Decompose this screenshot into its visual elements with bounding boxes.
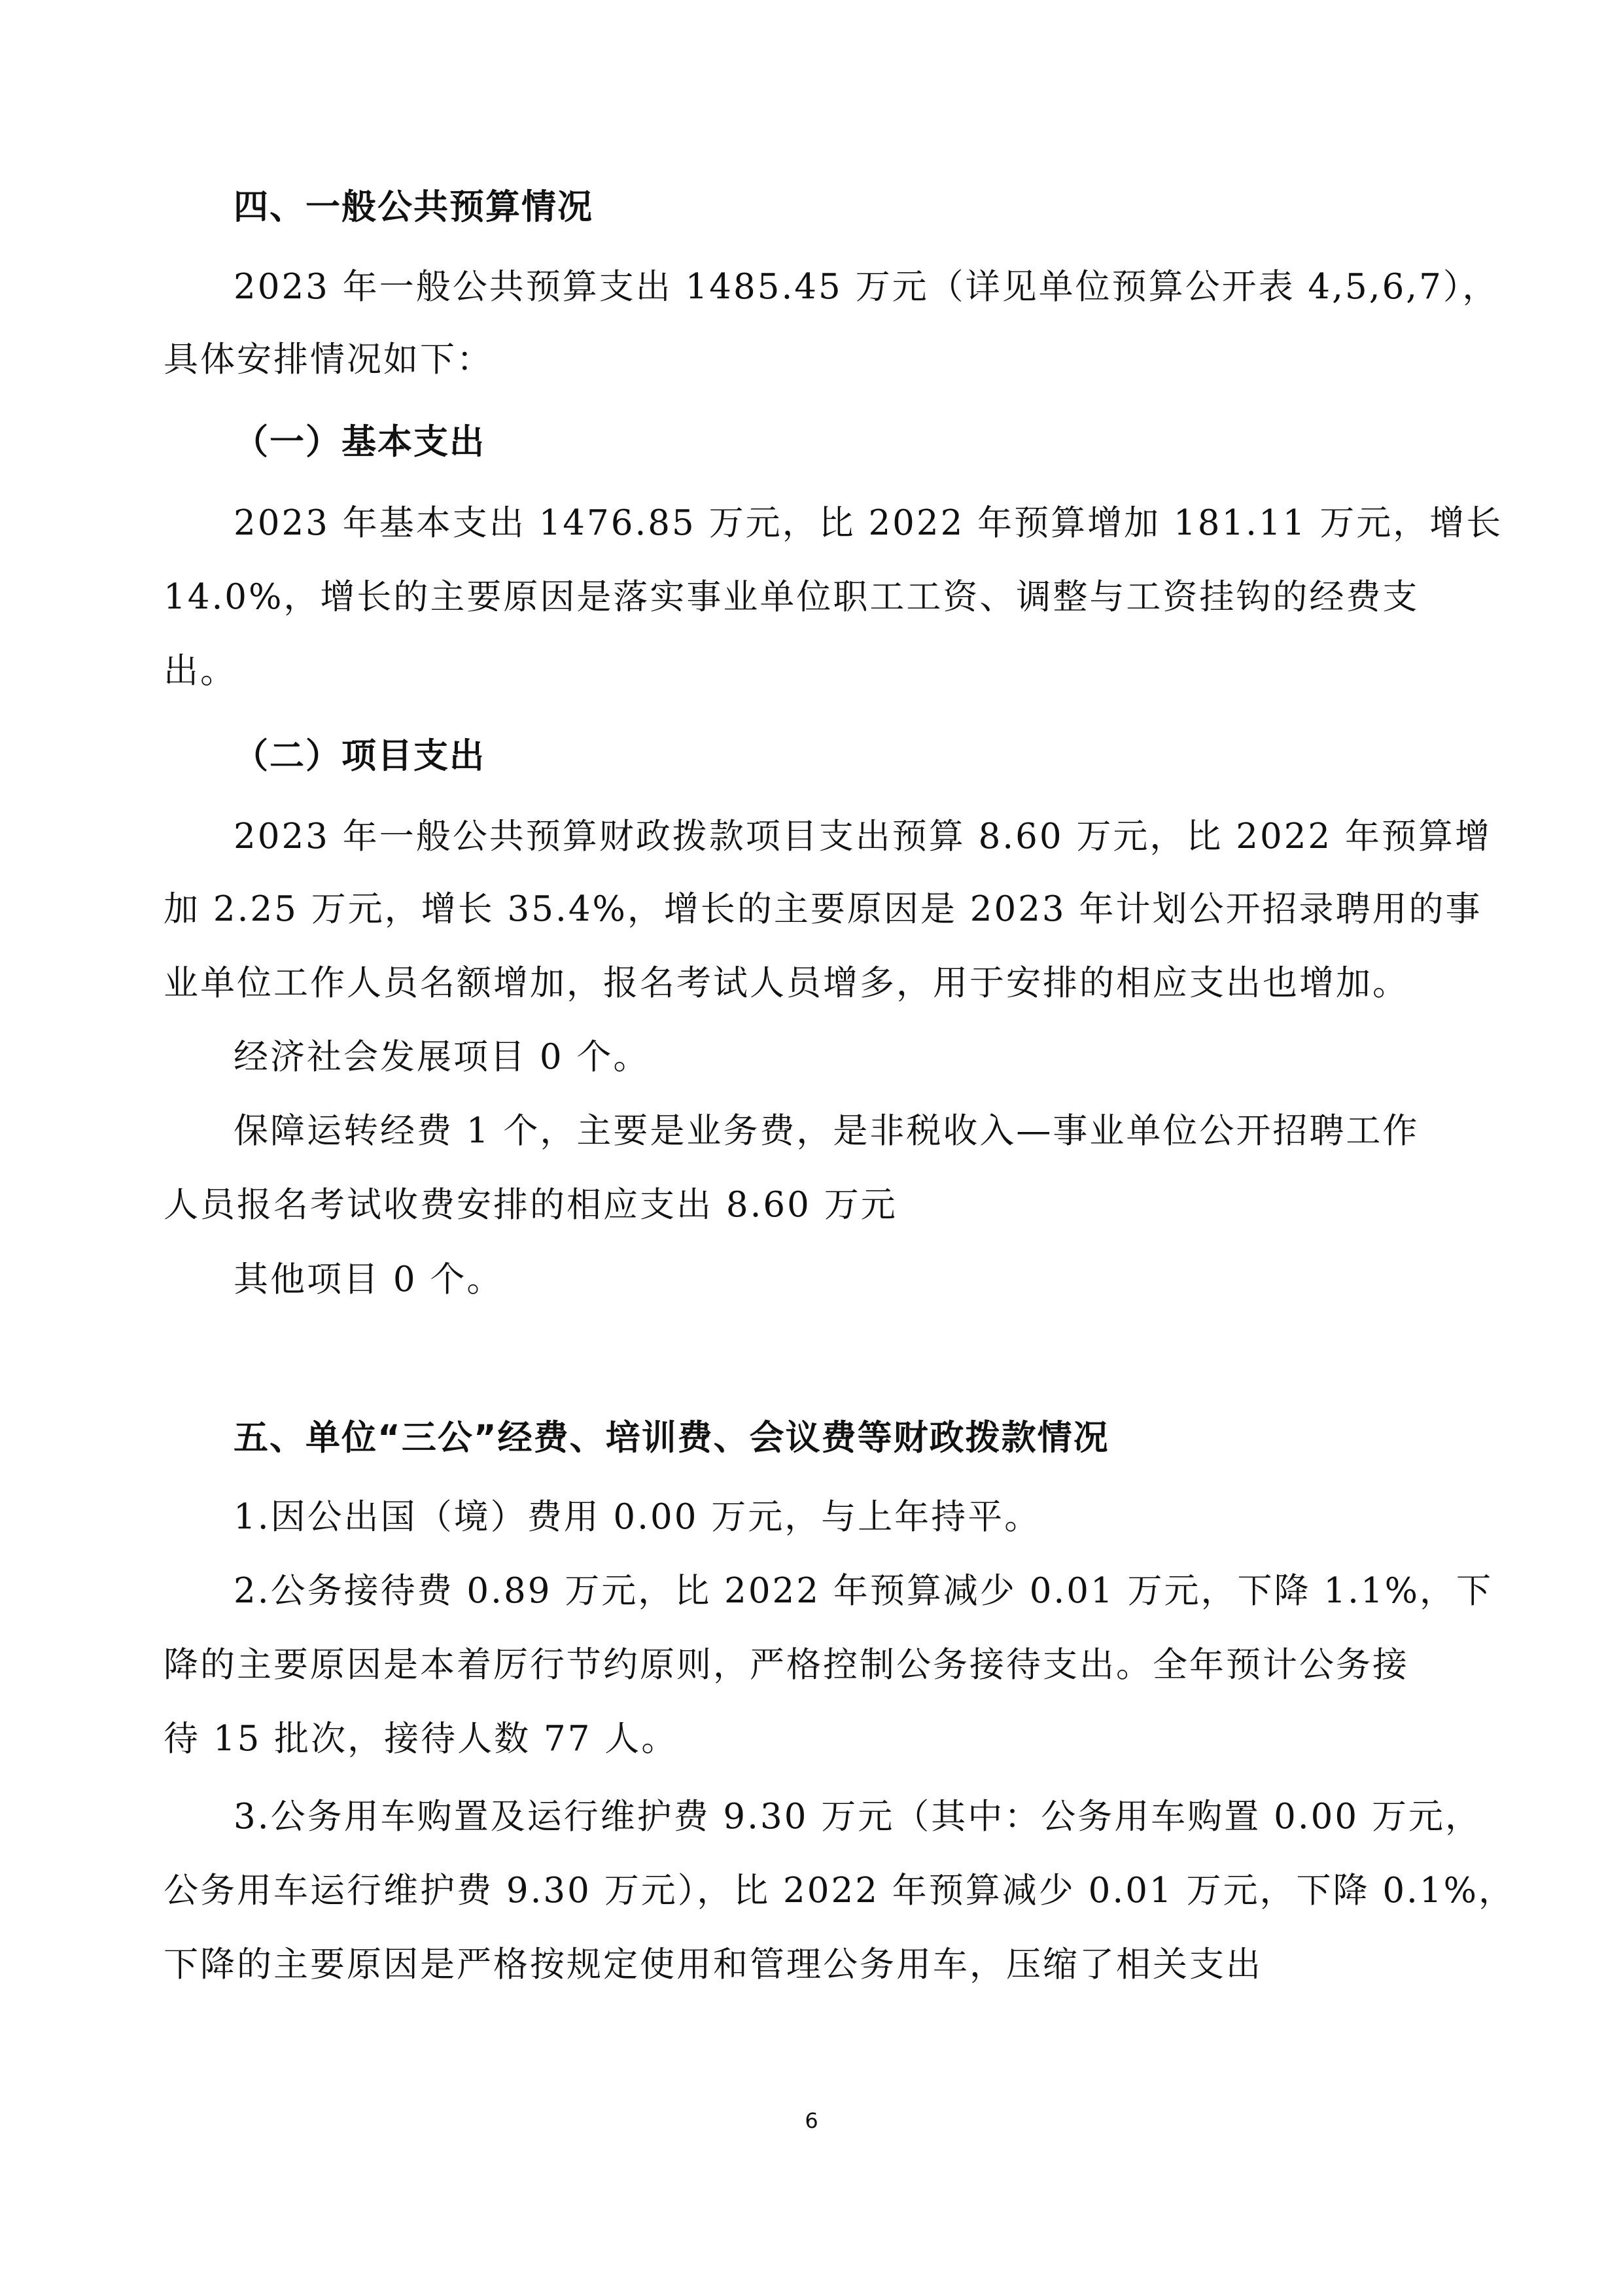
- item2-line-3: 待 15 批次，接待人数 77 人。: [164, 1719, 678, 1759]
- item2-line-2: 降的主要原因是本着厉行节约原则，严格控制公务接待支出。全年预计公务接: [164, 1645, 1409, 1685]
- economic-projects-line: 经济社会发展项目 0 个。: [234, 1037, 650, 1077]
- item1-line: 1.因公出国（境）费用 0.00 万元，与上年持平。: [234, 1497, 1041, 1537]
- other-projects-line: 其他项目 0 个。: [234, 1260, 504, 1299]
- section4-heading: 四、一般公共预算情况: [234, 187, 593, 227]
- project-expenditure-line-3: 业单位工作人员名额增加，报名考试人员增多，用于安排的相应支出也增加。: [164, 963, 1409, 1003]
- section4-intro-line-2: 具体安排情况如下：: [164, 340, 493, 380]
- basic-expenditure-heading: （一）基本支出: [234, 422, 485, 462]
- guarantee-funds-line-1: 保障运转经费 1 个，主要是业务费，是非税收入—事业单位公开招聘工作: [234, 1111, 1420, 1151]
- section4-intro-line-1: 2023 年一般公共预算支出 1485.45 万元（详见单位预算公开表 4,5,6,7），: [234, 267, 1499, 307]
- section5-heading: 五、单位“三公”经费、培训费、会议费等财政拨款情况: [234, 1418, 1109, 1458]
- guarantee-funds-line-2: 人员报名考试收费安排的相应支出 8.60 万元: [164, 1185, 898, 1225]
- project-expenditure-line-2: 加 2.25 万元，增长 35.4%，增长的主要原因是 2023 年计划公开招录聘用的事: [164, 889, 1482, 929]
- basic-expenditure-line-3: 出。: [164, 651, 237, 691]
- item2-line-1: 2.公务接待费 0.89 万元，比 2022 年预算减少 0.01 万元，下降 1.1%，下: [234, 1571, 1493, 1611]
- item3-line-2: 公务用车运行维护费 9.30 万元），比 2022 年预算减少 0.01 万元，下降 0.1%，: [164, 1871, 1515, 1911]
- basic-expenditure-line-1: 2023 年基本支出 1476.85 万元，比 2022 年预算增加 181.11 万元，增长: [234, 503, 1503, 543]
- item3-line-1: 3.公务用车购置及运行维护费 9.30 万元（其中：公务用车购置 0.00 万元，: [234, 1797, 1482, 1837]
- item3-line-3: 下降的主要原因是严格按规定使用和管理公务用车，压缩了相关支出: [164, 1945, 1263, 1985]
- project-expenditure-line-1: 2023 年一般公共预算财政拨款项目支出预算 8.60 万元，比 2022 年预算增: [234, 817, 1492, 857]
- project-expenditure-heading: （二）项目支出: [234, 736, 485, 776]
- page-number: 6: [805, 2108, 818, 2133]
- basic-expenditure-line-2: 14.0%，增长的主要原因是落实事业单位职工工资、调整与工资挂钩的经费支: [164, 577, 1420, 617]
